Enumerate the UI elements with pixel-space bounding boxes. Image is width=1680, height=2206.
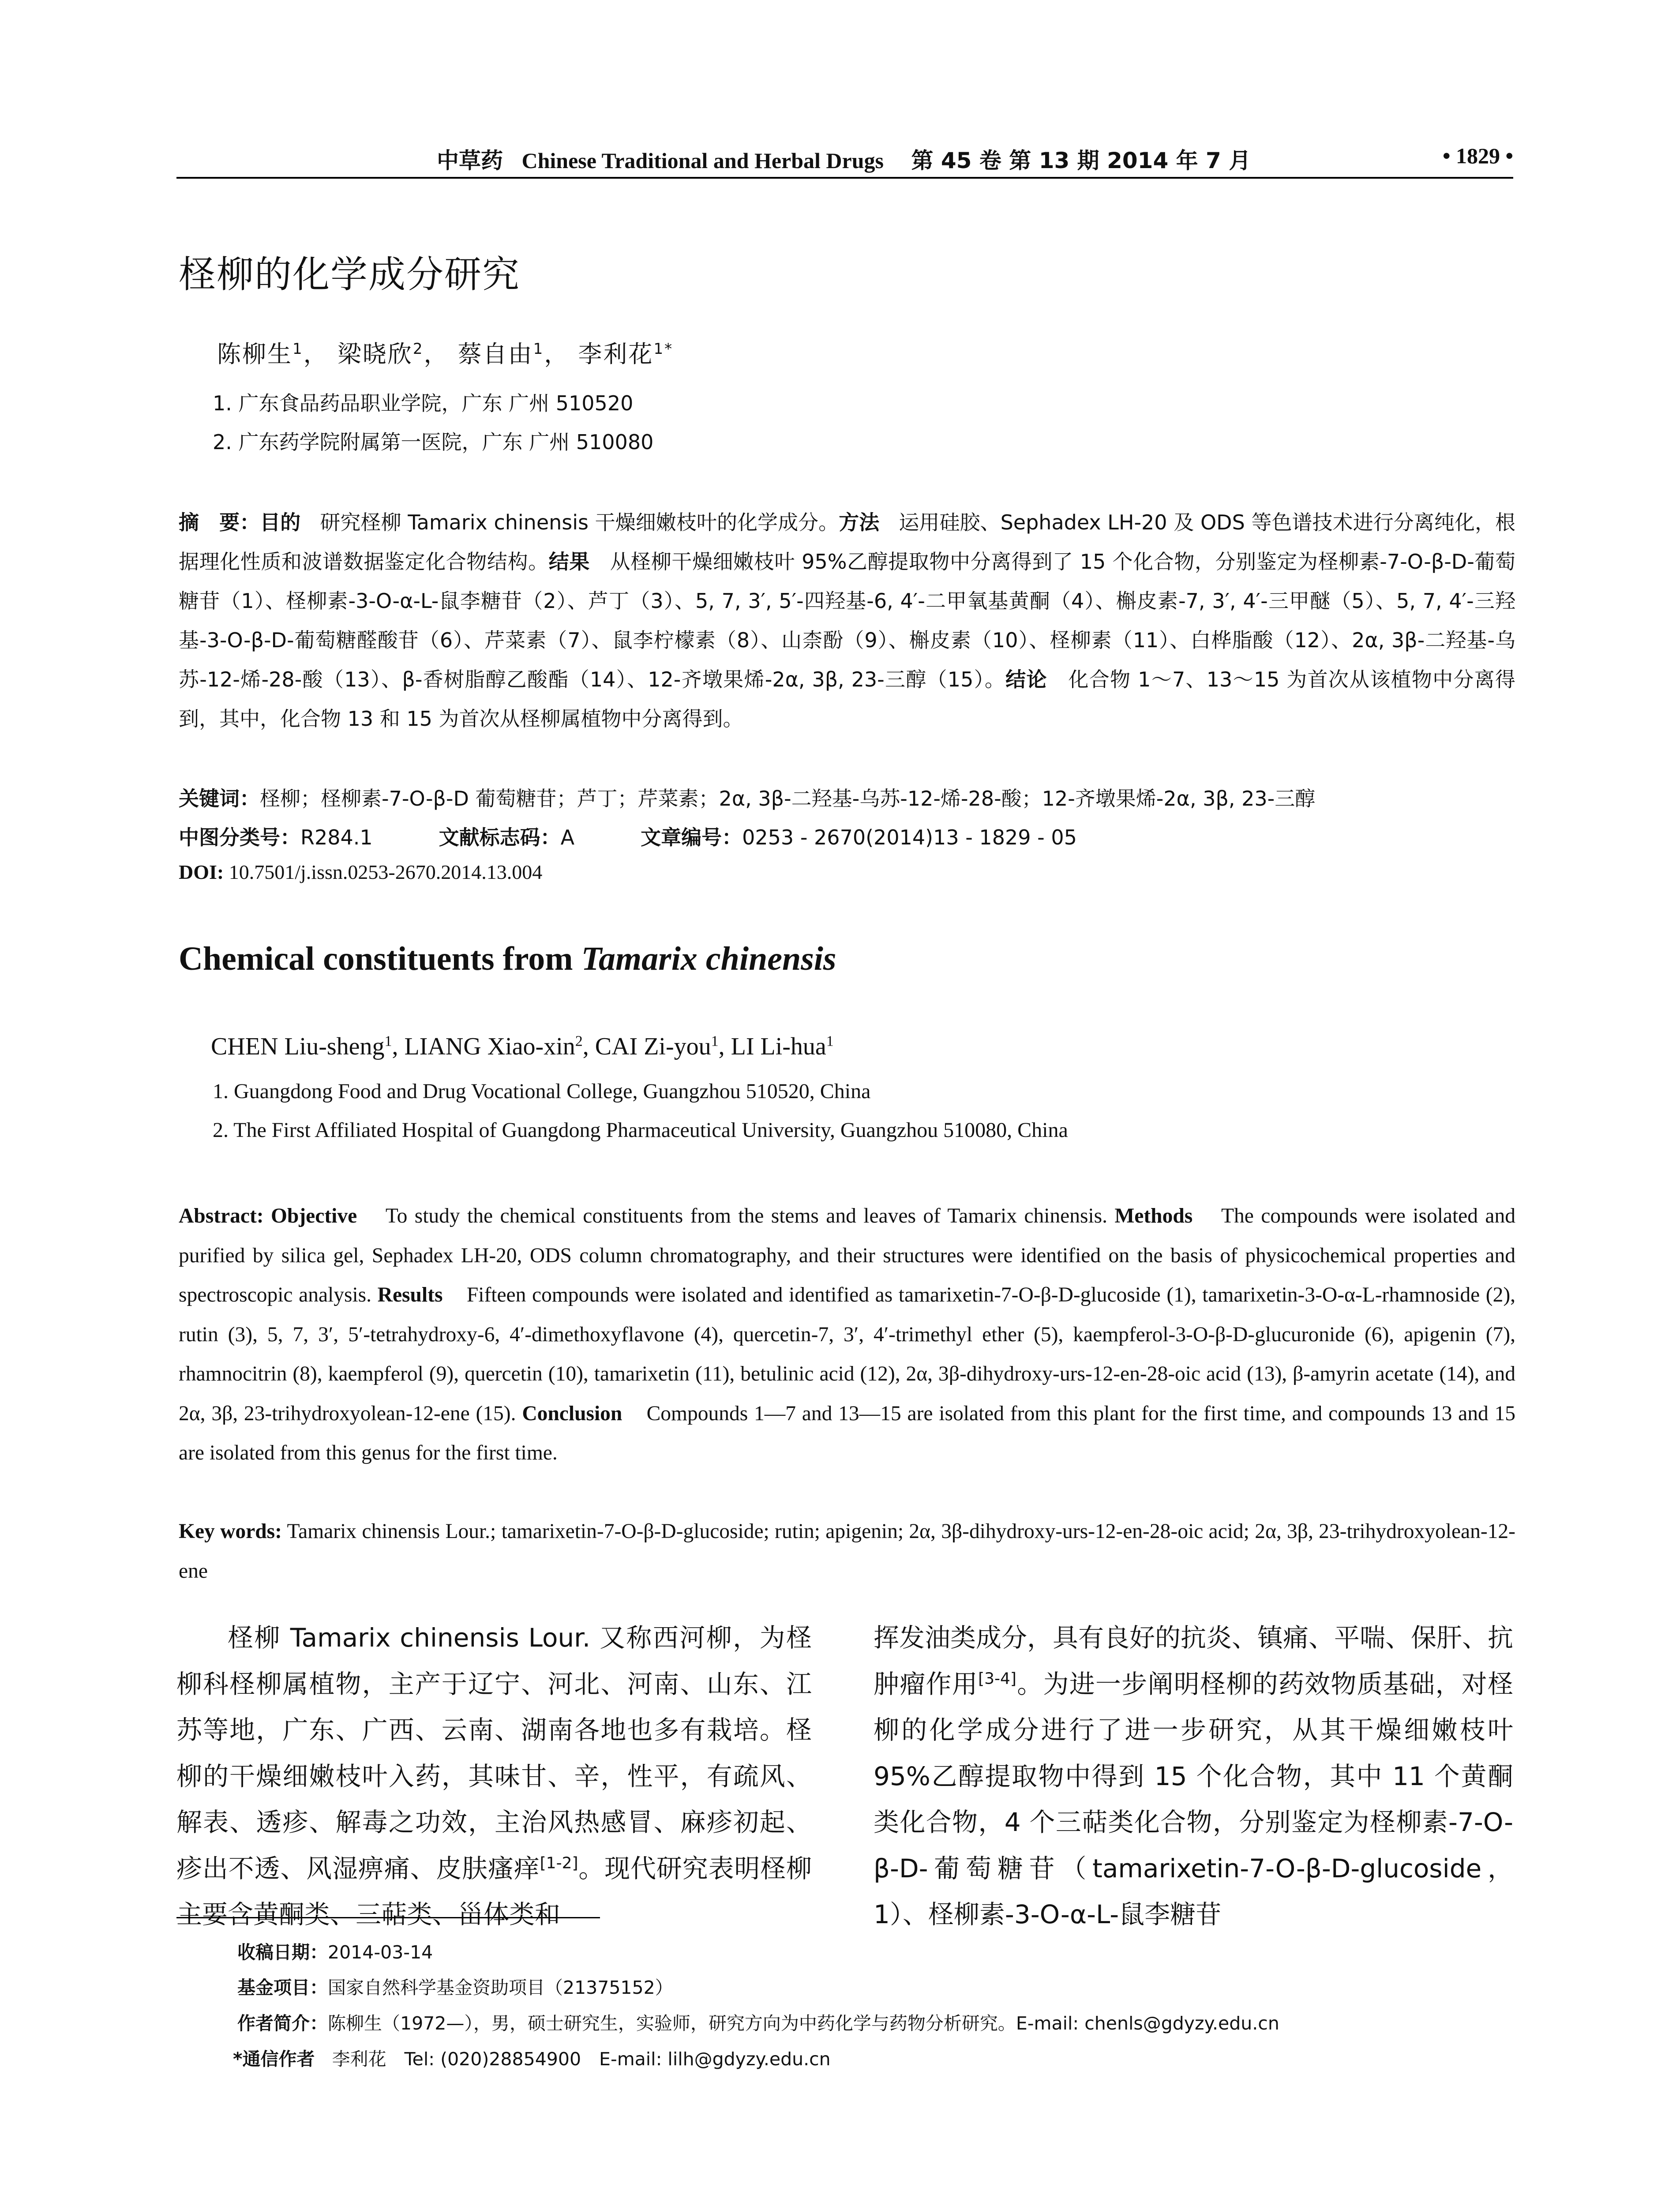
body-left-text: 柽柳 Tamarix chinensis Lour. 又称西河柳，为柽柳科柽柳属植物，主产于辽宁、河北、河南、山东、江苏等地，广东、广西、云南、湖南各地也多有栽培。柽柳的干燥细嫩枝叶入药，其味甘、辛，性平，有疏风、解表、透疹、解毒之功效，主治风热感冒、麻疹初起、疹出不透、风湿痹痛、皮肤瘙痒	[176, 1623, 812, 1883]
results-text: 从柽柳干燥细嫩枝叶 95%乙醇提取物中分离得到了 15 个化合物，分别鉴定为柽柳素-7-O-β-D-葡萄糖苷（1）、柽柳素-3-O-α-L-鼠李糖苷（2）、芦丁（3）、5, 7, 3′, 5′-四羟基-6, 4′-二甲氧基黄酮（4）、槲皮素-7, 3′, 4′-三甲醚（5）、5, 7, 4′-三羟基-3-O-β-D-葡萄糖醛酸苷（6）、芹菜素（7）、鼠李柠檬素（8）、山柰酚（9）、槲皮素（10）、柽柳素（11）、白桦脂酸（12）、2α, 3β-二羟基-乌苏-12-烯-28-酸（13）、β-香树脂醇乙酸酯（14）、12-齐墩果烯-2α, 3β, 23-三醇（15）。	[179, 550, 1516, 691]
conclusion-label: 结论	[1005, 668, 1047, 691]
keywords-english	[179, 1512, 1515, 1591]
keywords-chinese	[179, 783, 1315, 812]
citation: [3-4]	[978, 1670, 1016, 1688]
affiliation-cn-2: 2. 广东药学院附属第一医院，广东 广州 510080	[213, 430, 654, 454]
article-no-label: 文章编号：	[641, 825, 742, 849]
keywords-text: Tamarix chinensis Lour.; tamarixetin-7-O-β-D-glucoside; rutin; apigenin; 2α, 3β-dihydroxy-urs-12-en-28-oic acid; 2α, 3β, 23-trihydroxyolean-12-ene	[179, 1520, 1515, 1583]
affiliation-cn-1: 1. 广东食品药品职业学院，广东 广州 510520	[213, 391, 634, 415]
clc-value: R284.1	[300, 825, 373, 849]
doc-code-label: 文献标志码：	[439, 825, 561, 849]
author-affil-mark: 1	[711, 1033, 719, 1050]
methods-text: 运用硅胶、Sephadex LH-20 及 ODS 等色谱技术进行分离纯化，根据理化性质和波谱数据鉴定化合物结构。	[179, 510, 1516, 574]
author-name: 梁晓欣	[337, 340, 413, 368]
affiliation-en-1: 1. Guangdong Food and Drug Vocational College, Guangzhou 510520, China	[213, 1080, 871, 1103]
author-name: 陈柳生	[217, 340, 292, 368]
objective-text: 研究柽柳 Tamarix chinensis 干燥细嫩枝叶的化学成分。	[320, 510, 839, 534]
results-label: Results	[377, 1283, 443, 1306]
keywords-label: Key words:	[179, 1520, 282, 1543]
author-affil-mark: 1*	[653, 340, 674, 358]
body-column-right	[874, 1615, 1513, 1938]
body-column-left	[176, 1615, 812, 1938]
corresponding-label: *通信作者	[233, 2048, 315, 2070]
journal-name-en: Chinese Traditional and Herbal Drugs	[521, 148, 884, 173]
objective-text: To study the chemical constituents from the stems and leaves of Tamarix chinensis.	[385, 1204, 1108, 1227]
footnote-divider	[176, 1917, 600, 1918]
results-text: Fifteen compounds were isolated and identified as tamarixetin-7-O-β-D-glucoside (1), tamarixetin-3-O-α-L-rhamnoside (2), rutin (3), 5, 7, 3′, 5′-tetrahydroxy-6, 4′-dimethoxyflavone (4), quercetin-7, 3′, 4′-trimethyl ether (5), kaempferol-3-O-β-D-glucuronide (6), apigenin (7), rhamnocitrin (8), kaempferol (9), quercetin (10), tamarixetin (11), betulinic acid (12), 2α, 3β-dihydroxy-urs-12-en-28-oic acid (13), β-amyrin acetate (14), and 2α, 3β, 23-trihydroxyolean-12-ene (15).	[179, 1283, 1516, 1425]
author-name: 蔡自由	[458, 340, 533, 368]
journal-name-cn: 中草药	[437, 148, 503, 173]
doc-code-value: A	[560, 825, 575, 849]
objective-label: 目的	[260, 510, 301, 534]
keywords-label: 关键词：	[179, 787, 260, 810]
doi-value: 10.7501/j.issn.0253-2670.2014.13.004	[229, 861, 543, 883]
abstract-english	[179, 1197, 1515, 1473]
author-affil-mark: 1	[826, 1033, 834, 1050]
abstract-label: Abstract:	[179, 1204, 264, 1227]
footnote-corresponding	[233, 2045, 831, 2071]
received-date: 2014-03-14	[328, 1942, 433, 1963]
body-right-text: 挥发油类成分，具有良好的抗炎、镇痛、平喘、保肝、抗肿瘤作用	[874, 1623, 1514, 1699]
body-left-tail: 。现代研究表明柽柳主要含黄酮类、三萜类、甾体类和	[176, 1853, 812, 1929]
footnote-received	[237, 1938, 433, 1964]
doi-line	[179, 860, 542, 884]
citation: [1-2]	[540, 1854, 578, 1872]
fund-label: 基金项目：	[237, 1977, 328, 1998]
results-label: 结果	[548, 550, 590, 574]
author-bio-text: 陈柳生（1972—），男，硕士研究生，实验师，研究方向为中药化学与药物分析研究。E-mail: chenls@gdyzy.edu.cn	[328, 2013, 1279, 2034]
affiliation-en-2: 2. The First Affiliated Hospital of Guangdong Pharmaceutical University, Guangzhou 510080, China	[213, 1118, 1068, 1142]
abstract-label: 摘 要：	[179, 510, 260, 534]
author-bio-label: 作者简介：	[237, 2013, 328, 2034]
authors-english: CHEN Liu-sheng$^1$, LIANG Xiao-xin$^2$, CAI Zi-you$^1$, LI Li-hua$^1$	[211, 1033, 834, 1060]
running-header	[176, 140, 1513, 176]
corresponding-text: 李利花 Tel: (020)28854900 E-mail: lilh@gdyzy.edu.cn	[332, 2048, 831, 2070]
title-en-species: Tamarix chinensis	[581, 940, 836, 977]
body-right-tail: 。为进一步阐明柽柳的药效物质基础，对柽柳的化学成分进行了进一步研究，从其干燥细嫩枝叶 95%乙醇提取物中得到 15 个化合物，其中 11 个黄酮类化合物，4 个三萜类化合物，分别鉴定为柽柳素-7-O-β-D-葡萄糖苷（tamarixetin-7-O-β-D-glucoside，1）、柽柳素-3-O-α-L-鼠李糖苷	[874, 1669, 1513, 1929]
author-affil-mark: 1	[533, 340, 544, 358]
header-journal-info	[437, 143, 1251, 175]
author-name: CAI Zi-you	[595, 1033, 711, 1060]
title-english	[179, 940, 836, 978]
conclusion-text: Compounds 1—7 and 13—15 are isolated from this plant for the first time, and compounds 13 and 15 are isolated from this genus for the first time.	[179, 1402, 1516, 1464]
author-affil-mark: 2	[575, 1033, 583, 1050]
received-label: 收稿日期：	[237, 1942, 328, 1963]
abstract-chinese	[179, 503, 1515, 739]
header-divider	[176, 177, 1513, 179]
objective-label: Objective	[270, 1204, 357, 1227]
conclusion-label: Conclusion	[522, 1402, 622, 1425]
keywords-text: 柽柳；柽柳素-7-O-β-D 葡萄糖苷；芦丁；芹菜素；2α, 3β-二羟基-乌苏-12-烯-28-酸；12-齐墩果烯-2α, 3β, 23-三醇	[260, 787, 1316, 810]
doi-label: DOI:	[179, 861, 224, 883]
page-number: • 1829 •	[1442, 143, 1513, 168]
methods-label: Methods	[1114, 1204, 1193, 1227]
author-affil-mark: 1	[292, 340, 304, 358]
author-name: LIANG Xiao-xin	[404, 1033, 575, 1060]
methods-label: 方法	[839, 510, 880, 534]
conclusion-text: 化合物 1～7、13～15 为首次从该植物中分离得到，其中，化合物 13 和 15 为首次从柽柳属植物中分离得到。	[179, 668, 1516, 731]
author-name: CHEN Liu-sheng	[211, 1033, 385, 1060]
authors-chinese: 陈柳生$^1$， 梁晓欣$^2$， 蔡自由$^1$， 李利花$^{1*}$	[217, 340, 674, 368]
footnote-fund	[237, 1973, 673, 1999]
classification-line	[179, 822, 1077, 851]
footnote-author	[237, 2009, 1279, 2035]
author-affil-mark: 2	[412, 340, 424, 358]
author-affil-mark: 1	[384, 1033, 392, 1050]
issue-info: 第 45 卷 第 13 期 2014 年 7 月	[911, 148, 1251, 173]
author-name: LI Li-hua	[731, 1033, 826, 1060]
title-en-prefix: Chemical constituents from	[179, 940, 581, 977]
author-name: 李利花	[578, 340, 654, 368]
article-no-value: 0253 - 2670(2014)13 - 1829 - 05	[742, 825, 1077, 849]
fund-text: 国家自然科学基金资助项目（21375152）	[328, 1977, 673, 1998]
clc-label: 中图分类号：	[179, 825, 300, 849]
methods-text: The compounds were isolated and purified by silica gel, Sephadex LH-20, ODS column chromatography, and their structures were identified on the basis of physicochemical properties and spectroscopic analysis.	[179, 1204, 1515, 1306]
title-chinese: 柽柳的化学成分研究	[179, 253, 521, 296]
